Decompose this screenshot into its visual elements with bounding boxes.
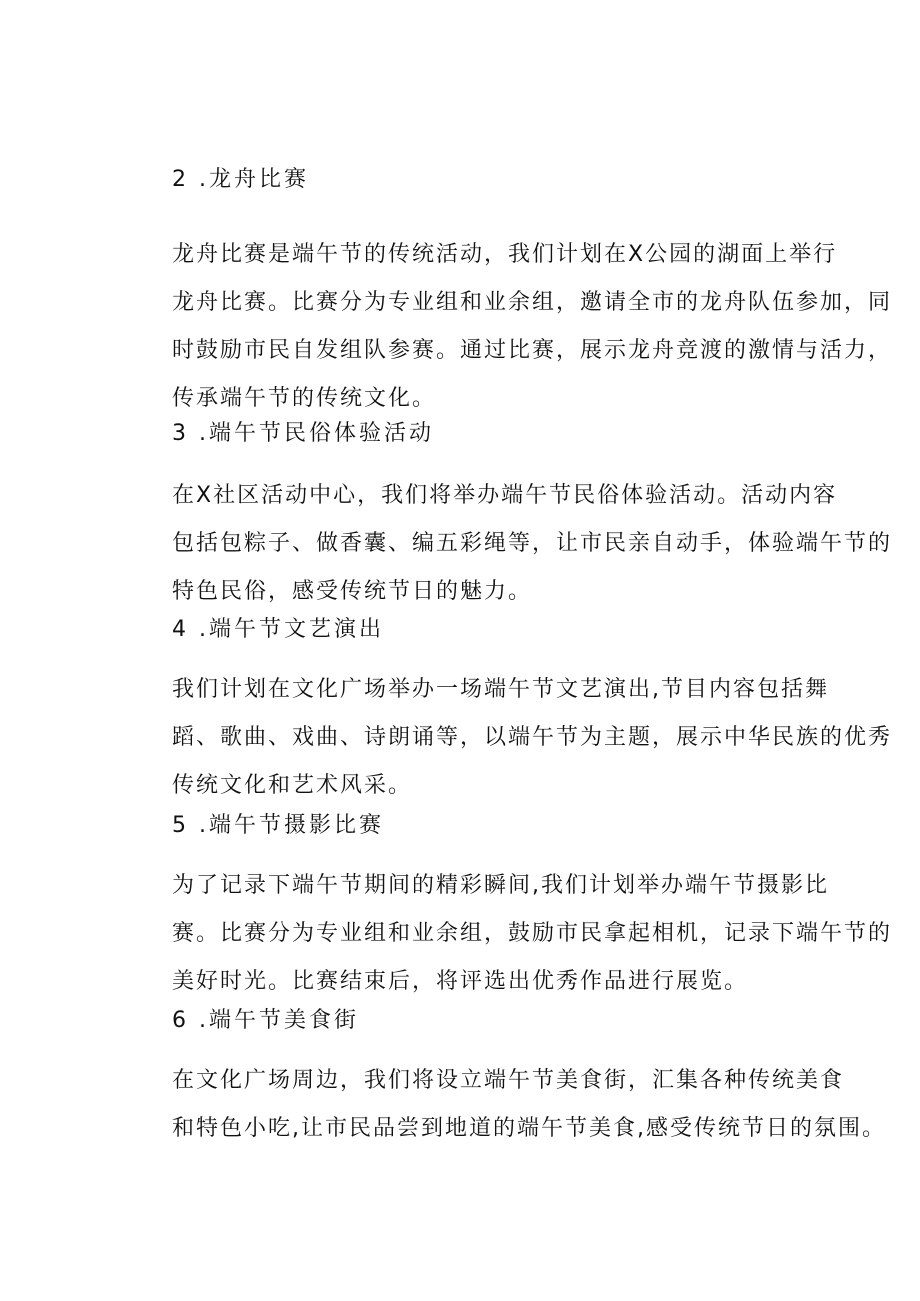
section-paragraph-2 — [172, 231, 893, 423]
paragraph-line: 龙舟比赛。比赛分为专业组和业余组，邀请全市的龙舟队伍参加，同 — [172, 290, 893, 315]
paragraph-line: 传承端午节的传统文化。 — [172, 386, 437, 411]
paragraph-line: 为了记录下端午节期间的精彩瞬间,我们计划举办端午节摄影比 — [172, 873, 829, 898]
section-heading-3: 3 .端午节民俗体验活动 — [172, 421, 434, 446]
section-heading-4: 4 .端午节文艺演出 — [172, 617, 384, 642]
paragraph-line: 和特色小吃,让市民品尝到地道的端午节美食,感受传统节日的氛围。 — [172, 1116, 886, 1141]
paragraph-line: 在X社区活动中心，我们将举办端午节民俗体验活动。活动内容 — [172, 483, 838, 508]
section-paragraph-6 — [172, 1057, 886, 1153]
section-heading-6: 6 .端午节美食街 — [172, 1008, 359, 1033]
paragraph-line: 时鼓励市民自发组队参赛。通过比赛，展示龙舟竞渡的激情与活力， — [172, 338, 893, 363]
paragraph-line: 特色民俗，感受传统节日的魅力。 — [172, 579, 533, 604]
paragraph-line: 在文化广场周边，我们将设立端午节美食街，汇集各种传统美食 — [172, 1068, 845, 1093]
paragraph-line: 龙舟比赛是端午节的传统活动，我们计划在X公园的湖面上举行 — [172, 242, 838, 267]
paragraph-line: 包括包粽子、做香囊、编五彩绳等，让市民亲自动手，体验端午节的 — [172, 531, 893, 556]
section-heading-2: 2 .龙舟比赛 — [172, 167, 309, 192]
paragraph-line: 传统文化和艺术风采。 — [172, 773, 413, 798]
paragraph-line: 美好时光。比赛结束后，将评选出优秀作品进行展览。 — [172, 969, 749, 994]
section-heading-5: 5 .端午节摄影比赛 — [172, 813, 384, 838]
paragraph-line: 我们计划在文化广场举办一场端午节文艺演出,节目内容包括舞 — [172, 677, 829, 702]
section-paragraph-3 — [172, 472, 893, 616]
section-paragraph-5 — [172, 862, 893, 1006]
section-paragraph-4 — [172, 666, 893, 810]
paragraph-line: 蹈、歌曲、戏曲、诗朗诵等，以端午节为主题，展示中华民族的优秀 — [172, 725, 893, 750]
paragraph-line: 赛。比赛分为专业组和业余组，鼓励市民拿起相机，记录下端午节的 — [172, 921, 893, 946]
